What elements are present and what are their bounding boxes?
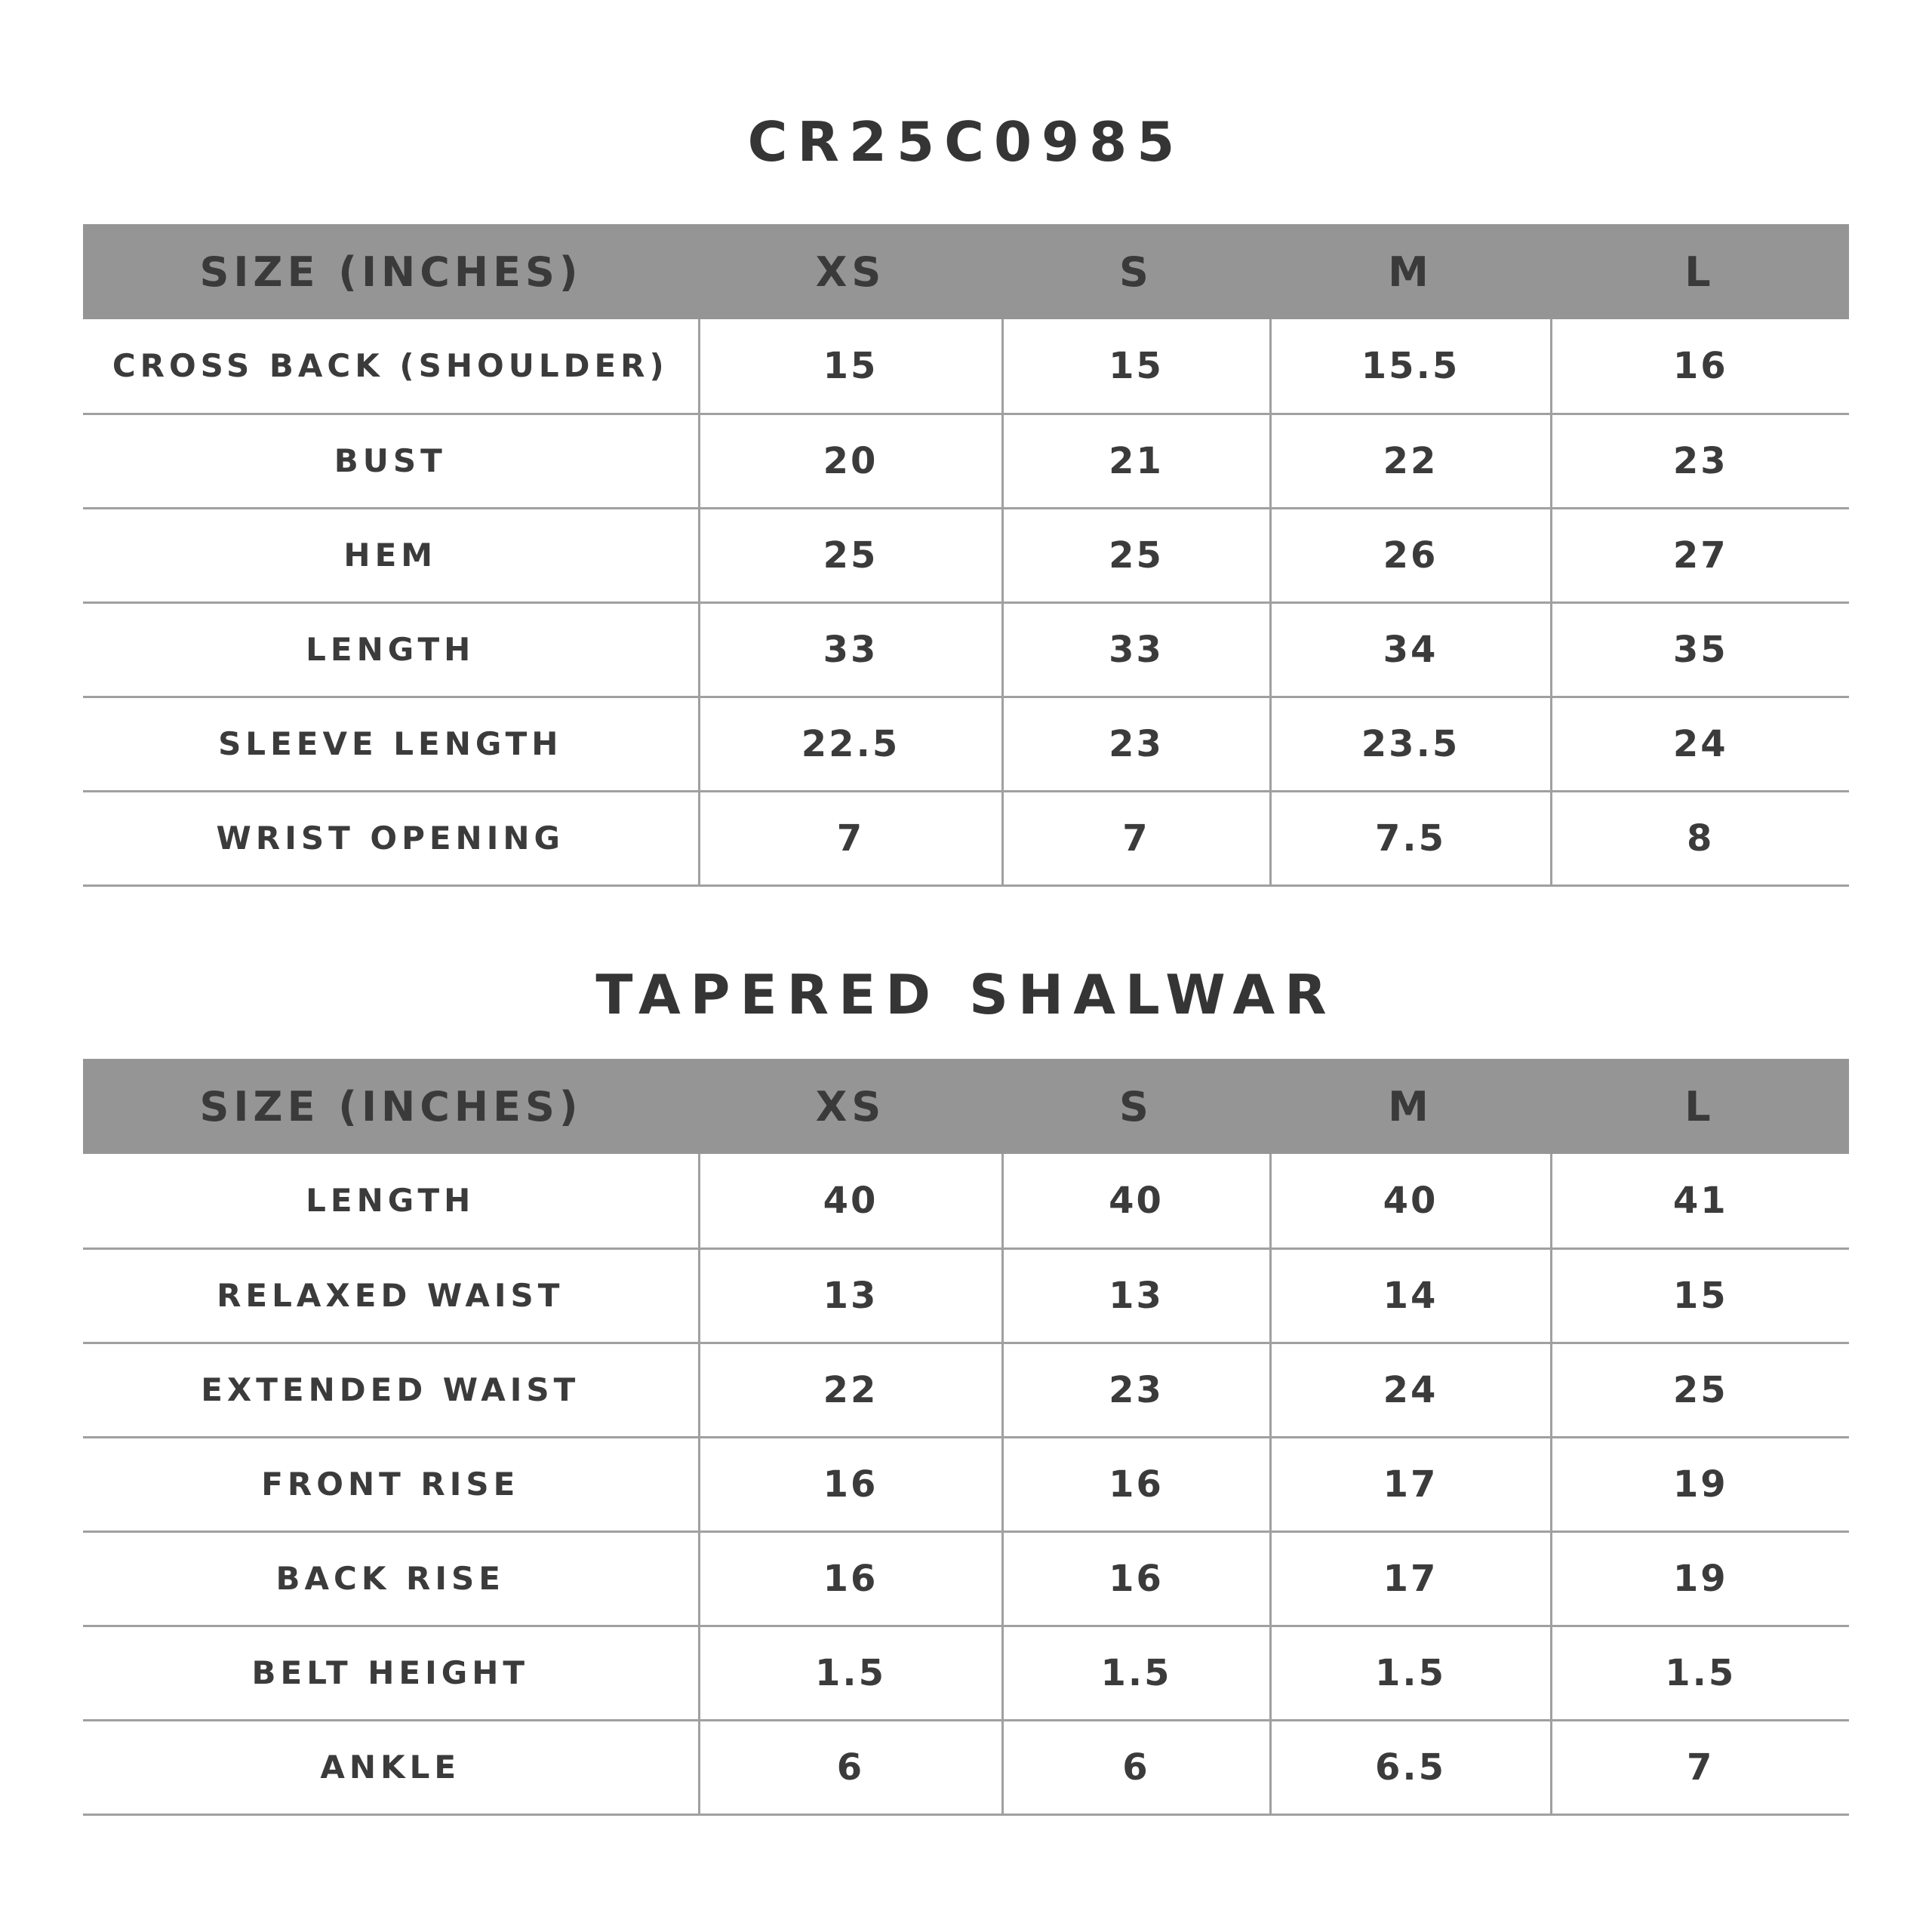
size-chart-table-shalwar (83, 1059, 1849, 1816)
measurement-value: 27 (1551, 508, 1849, 602)
measurement-value: 15 (699, 319, 1002, 414)
measurement-value: 24 (1270, 1343, 1551, 1437)
measurement-value: 15 (1002, 319, 1270, 414)
measurement-value: 6 (699, 1720, 1002, 1814)
measurement-value: 41 (1551, 1154, 1849, 1248)
measurement-value: 16 (1002, 1437, 1270, 1531)
measurement-label: BUST (83, 414, 699, 508)
header-size-s: S (1119, 1082, 1153, 1131)
measurement-value: 26 (1270, 508, 1551, 602)
header-size-xs: XS (815, 248, 886, 296)
table-row (83, 508, 1849, 602)
measurement-value: 7 (1551, 1720, 1849, 1814)
header-size-label: SIZE (INCHES) (199, 248, 583, 296)
measurement-value: 25 (1002, 508, 1270, 602)
measurement-label: HEM (83, 508, 699, 602)
measurement-value: 1.5 (1270, 1626, 1551, 1720)
measurement-value: 13 (699, 1248, 1002, 1343)
measurement-value: 19 (1551, 1531, 1849, 1626)
measurement-value: 17 (1270, 1531, 1551, 1626)
measurement-value: 14 (1270, 1248, 1551, 1343)
measurement-value: 13 (1002, 1248, 1270, 1343)
table-header-row (83, 1059, 1849, 1154)
size-chart-title-kurta: CR25C0985 (747, 110, 1185, 174)
measurement-value: 6 (1002, 1720, 1270, 1814)
measurement-label: LENGTH (83, 602, 699, 697)
measurement-value: 1.5 (1551, 1626, 1849, 1720)
measurement-value: 25 (699, 508, 1002, 602)
measurement-value: 16 (699, 1437, 1002, 1531)
size-chart-table-kurta (83, 224, 1849, 887)
measurement-value: 15.5 (1270, 319, 1551, 414)
table-row (83, 1343, 1849, 1437)
measurement-value: 40 (1270, 1154, 1551, 1248)
measurement-label: LENGTH (83, 1154, 699, 1248)
measurement-label: WRIST OPENING (83, 791, 699, 885)
table-row (83, 602, 1849, 697)
measurement-value: 34 (1270, 602, 1551, 697)
measurement-label: ANKLE (83, 1720, 699, 1814)
measurement-value: 8 (1551, 791, 1849, 885)
measurement-value: 40 (699, 1154, 1002, 1248)
measurement-label: EXTENDED WAIST (83, 1343, 699, 1437)
measurement-value: 33 (699, 602, 1002, 697)
header-size-m: M (1388, 1082, 1433, 1131)
measurement-value: 22.5 (699, 697, 1002, 791)
measurement-value: 16 (1002, 1531, 1270, 1626)
size-chart-title-shalwar: TAPERED SHALWAR (595, 963, 1337, 1026)
measurement-label: SLEEVE LENGTH (83, 697, 699, 791)
table-row (83, 319, 1849, 414)
table-header-row (83, 224, 1849, 319)
measurement-value: 40 (1002, 1154, 1270, 1248)
measurement-value: 15 (1551, 1248, 1849, 1343)
measurement-value: 23 (1551, 414, 1849, 508)
measurement-value: 22 (699, 1343, 1002, 1437)
table-row (83, 697, 1849, 791)
header-size-l: L (1684, 1082, 1715, 1131)
table-row (83, 1720, 1849, 1814)
measurement-value: 7 (699, 791, 1002, 885)
measurement-value: 23.5 (1270, 697, 1551, 791)
measurement-value: 25 (1551, 1343, 1849, 1437)
header-size-l: L (1684, 248, 1715, 296)
measurement-value: 19 (1551, 1437, 1849, 1531)
header-size-s: S (1119, 248, 1153, 296)
measurement-value: 21 (1002, 414, 1270, 508)
measurement-value: 23 (1002, 1343, 1270, 1437)
measurement-value: 33 (1002, 602, 1270, 697)
measurement-label: RELAXED WAIST (83, 1248, 699, 1343)
measurement-value: 7 (1002, 791, 1270, 885)
table-row (83, 1437, 1849, 1531)
measurement-value: 35 (1551, 602, 1849, 697)
measurement-label: BELT HEIGHT (83, 1626, 699, 1720)
measurement-value: 6.5 (1270, 1720, 1551, 1814)
header-size-xs: XS (815, 1082, 886, 1131)
measurement-label: BACK RISE (83, 1531, 699, 1626)
measurement-value: 17 (1270, 1437, 1551, 1531)
header-size-label: SIZE (INCHES) (199, 1082, 583, 1131)
table-row (83, 1248, 1849, 1343)
table-row (83, 1154, 1849, 1248)
table-row (83, 1531, 1849, 1626)
measurement-value: 1.5 (1002, 1626, 1270, 1720)
measurement-value: 1.5 (699, 1626, 1002, 1720)
measurement-value: 23 (1002, 697, 1270, 791)
measurement-value: 7.5 (1270, 791, 1551, 885)
measurement-value: 24 (1551, 697, 1849, 791)
measurement-label: CROSS BACK (SHOULDER) (83, 319, 699, 414)
table-row (83, 1626, 1849, 1720)
measurement-value: 16 (699, 1531, 1002, 1626)
measurement-value: 20 (699, 414, 1002, 508)
measurement-value: 22 (1270, 414, 1551, 508)
measurement-value: 16 (1551, 319, 1849, 414)
table-row (83, 414, 1849, 508)
table-row (83, 791, 1849, 885)
measurement-label: FRONT RISE (83, 1437, 699, 1531)
header-size-m: M (1388, 248, 1433, 296)
